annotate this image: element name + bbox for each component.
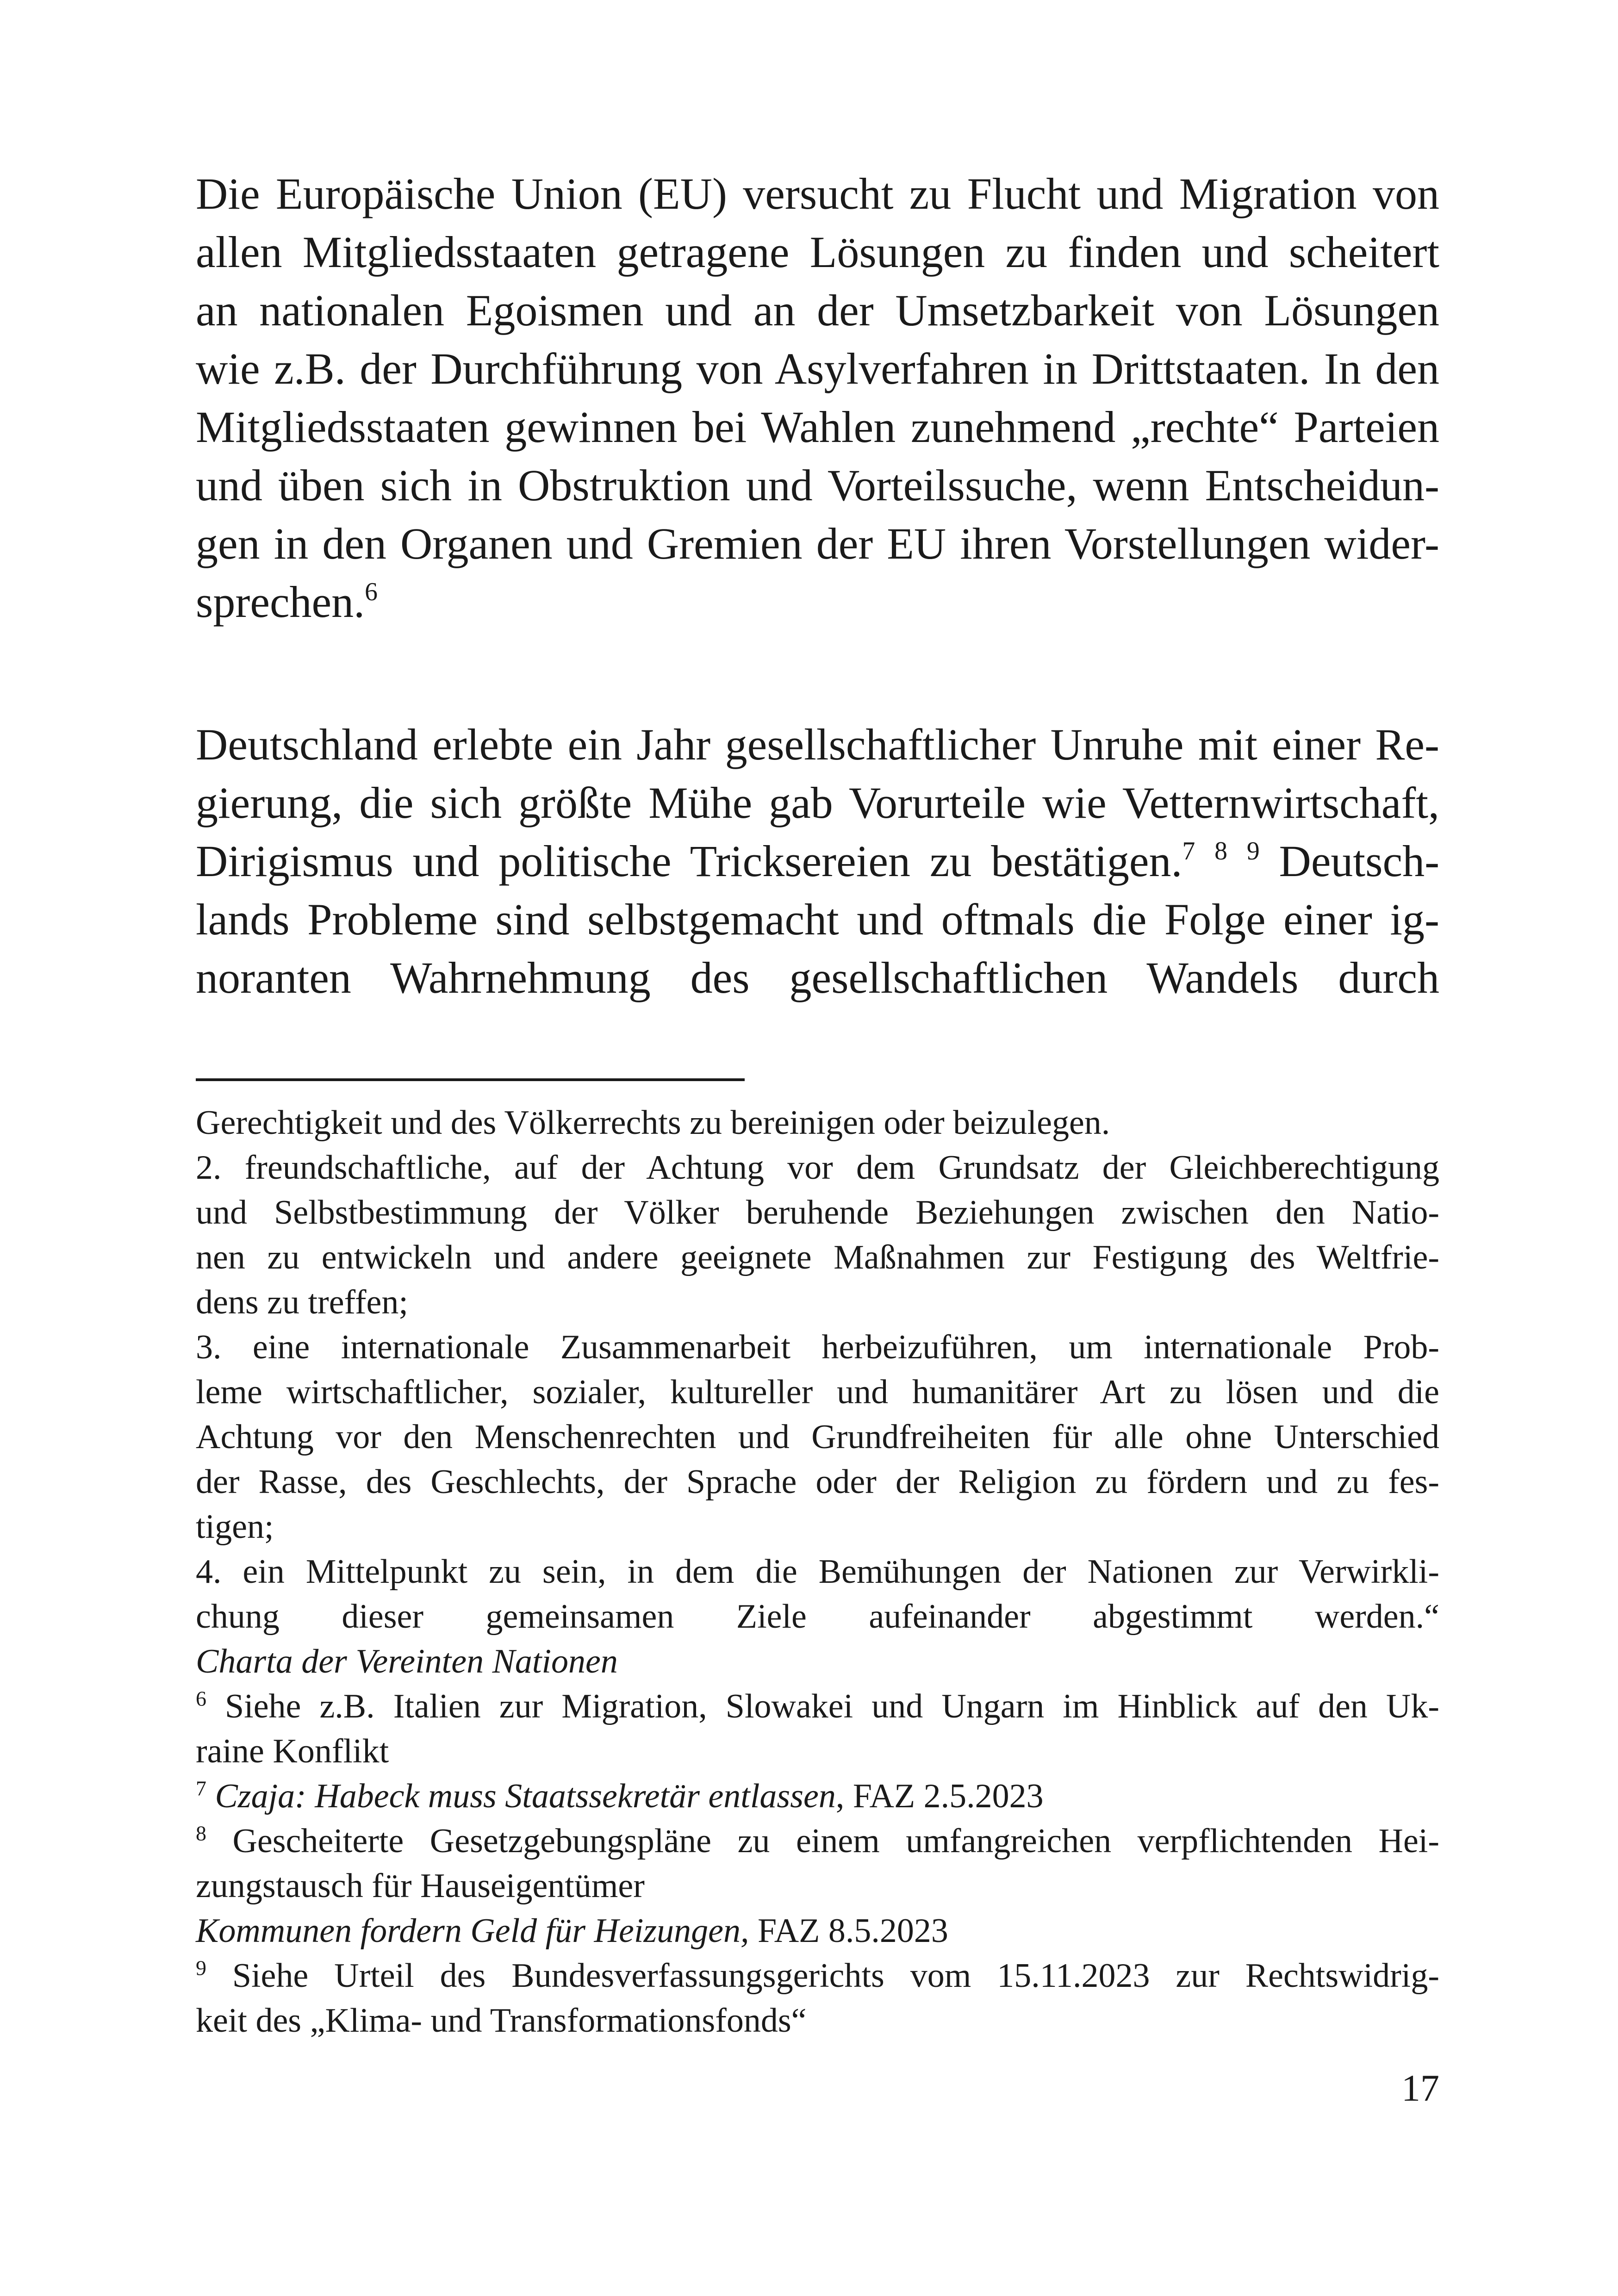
text-line: Die Europäische Union (EU) versucht zu Flucht und Migration von	[196, 169, 1439, 218]
footnote-reference-9[interactable]: 9	[1246, 837, 1260, 866]
text-line: noranten Wahrnehmung des gesellschaftlichen Wandels durch	[196, 953, 1439, 1002]
footnote-line: chung dieser gemeinsamen Ziele aufeinander abgestimmt werden.“	[196, 1598, 1439, 1636]
footnote-line	[196, 1909, 1439, 1954]
text-segment: Siehe Urteil des Bundesverfassungsgerichts vom 15.11.2023 zur Rechtswidrig-	[206, 1957, 1439, 1995]
footnote-number: 7	[196, 1776, 206, 1800]
text-line: Deutschland erlebte ein Jahr gesellschaftlicher Unruhe mit einer Re-	[196, 720, 1439, 769]
footnote-line	[196, 1639, 1439, 1684]
footnote-reference-8[interactable]: 8	[1214, 837, 1227, 866]
footnote-7	[196, 1774, 1439, 1819]
text-segment: Siehe z.B. Italien zur Migration, Slowakei und Ungarn im Hinblick auf den Uk-	[206, 1687, 1439, 1725]
footnote-line: leme wirtschaftlicher, sozialer, kultureller und humanitärer Art zu lösen und die	[196, 1373, 1439, 1411]
footnote-line: 2. freundschaftliche, auf der Achtung vor dem Grundsatz der Gleichberechtigung	[196, 1149, 1439, 1187]
text-line: an nationalen Egoismen und an der Umsetzbarkeit von Lösungen	[196, 286, 1439, 335]
charter-source: Charta der Vereinten Nationen	[196, 1643, 618, 1680]
body-paragraph-eu-migration	[196, 165, 1439, 631]
footnotes-section	[196, 1101, 1439, 2043]
text-line: allen Mitgliedsstaaten getragene Lösungen zu finden und scheitert	[196, 227, 1439, 277]
text-line: gierung, die sich größte Mühe gab Vorurteile wie Vetternwirtschaft,	[196, 778, 1439, 828]
footnote-reference-6[interactable]: 6	[365, 578, 378, 607]
text-line: Mitgliedsstaaten gewinnen bei Wahlen zunehmend „rechte“ Parteien	[196, 402, 1439, 452]
footnote-number: 9	[196, 1956, 206, 1980]
footnote-8	[196, 1819, 1439, 1864]
text-segment: Dirigismus und politische Tricksereien zu bestätigen.	[196, 836, 1182, 886]
text-line	[196, 832, 1439, 890]
footnote-line: und Selbstbestimmung der Völker beruhende Beziehungen zwischen den Natio-	[196, 1194, 1439, 1232]
footnote-separator-rule	[196, 1078, 745, 1081]
footnote-line: nen zu entwickeln und andere geeignete Maßnahmen zur Festigung des Weltfrie-	[196, 1238, 1439, 1276]
footnote-line: 4. ein Mittelpunkt zu sein, in dem die Bemühungen der Nationen zur Verwirkli-	[196, 1553, 1439, 1591]
footnote-line: tigen;	[196, 1508, 274, 1546]
page-number: 17	[1401, 2067, 1439, 2109]
text-segment: sprechen.	[196, 577, 365, 627]
footnote-number: 8	[196, 1821, 206, 1845]
cited-article-title: Kommunen fordern Geld für Heizungen,	[196, 1912, 749, 1950]
footnote-reference-7[interactable]: 7	[1182, 837, 1195, 866]
footnote-line: 3. eine internationale Zusammenarbeit herbeizuführen, um internationale Prob-	[196, 1328, 1439, 1366]
citation-source: FAZ 8.5.2023	[749, 1912, 948, 1950]
footnote-6	[196, 1684, 1439, 1729]
text-line: und üben sich in Obstruktion und Vorteilssuche, wenn Entscheidun-	[196, 460, 1439, 510]
footnote-9	[196, 1954, 1439, 1998]
footnote-line: dens zu treffen;	[196, 1283, 408, 1321]
footnote-line: keit des „Klima- und Transformationsfonds“	[196, 2002, 807, 2040]
text-segment: Deutsch-	[1259, 836, 1440, 886]
footnote-line: Achtung vor den Menschenrechten und Grundfreiheiten für alle ohne Unterschied	[196, 1418, 1439, 1456]
text-line: wie z.B. der Durchführung von Asylverfahren in Drittstaaten. In den	[196, 344, 1439, 393]
footnote-line: Gerechtigkeit und des Völkerrechts zu bereinigen oder beizulegen.	[196, 1104, 1110, 1142]
text-line: gen in den Organen und Gremien der EU ihren Vorstellungen wider-	[196, 519, 1439, 568]
text-segment: Gescheiterte Gesetzgebungspläne zu einem umfangreichen verpflichtenden Hei-	[206, 1822, 1439, 1860]
footnote-number: 6	[196, 1686, 206, 1711]
footnote-line: raine Konflikt	[196, 1732, 389, 1770]
footnote-line: zungstausch für Hauseigentümer	[196, 1867, 645, 1905]
footnote-line: der Rasse, des Geschlechts, der Sprache oder der Religion zu fördern und zu fes-	[196, 1463, 1439, 1501]
cited-article-title: Czaja: Habeck muss Staatssekretär entlassen	[215, 1777, 836, 1815]
body-paragraph-germany	[196, 716, 1439, 1007]
citation-source: , FAZ 2.5.2023	[835, 1777, 1044, 1815]
text-line: lands Probleme sind selbstgemacht und oftmals die Folge einer ig-	[196, 895, 1439, 944]
text-line	[196, 573, 1439, 631]
